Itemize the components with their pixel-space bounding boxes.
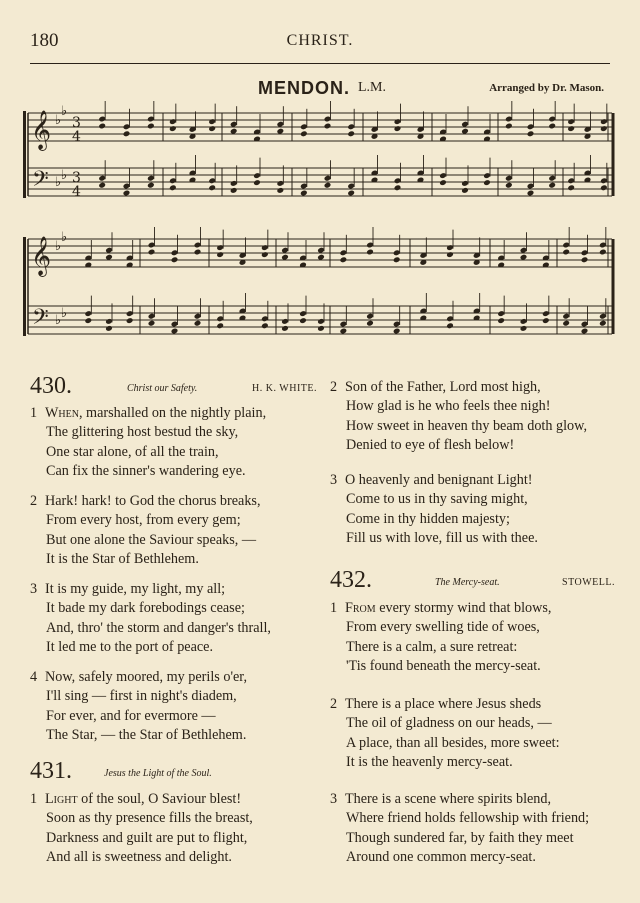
verse-line: The oil of gladness on our heads, —: [346, 715, 552, 732]
verse-430-3: [30, 580, 271, 658]
note-head: [253, 179, 261, 186]
note-head: [393, 256, 401, 263]
note-head: [461, 187, 469, 194]
verse-line: And, thro' the storm and danger's thrall,: [46, 619, 271, 636]
note-head: [147, 123, 155, 130]
flat-icon: ♭: [55, 175, 62, 190]
hymn-author: STOWELL.: [562, 577, 615, 588]
hymn-number: 432.: [330, 567, 372, 593]
flat-icon: ♭: [61, 168, 68, 183]
verse-431-3: [330, 471, 538, 549]
verse-line: Come to us in thy saving might,: [346, 491, 528, 508]
verse-line: of the soul, O Saviour blest!: [81, 791, 242, 807]
verse-line: For ever, and for evermore —: [46, 707, 216, 724]
hymn-heading-430: [30, 373, 317, 401]
verse-line: Soon as thy presence fills the breast,: [46, 810, 253, 827]
verse-line: From every swelling tide of woes,: [346, 619, 540, 636]
verse-first-word: When,: [45, 405, 83, 421]
note-head: [230, 128, 238, 135]
note-head: [216, 251, 224, 258]
time-signature-bottom: 4: [72, 129, 81, 145]
verse-line: Fill us with love, fill us with thee.: [346, 530, 538, 547]
note-head: [208, 125, 216, 132]
verse-line: Though sundered far, by faith they meet: [346, 829, 574, 846]
verse-432-2: [330, 695, 560, 773]
verse-first-word: Light: [45, 791, 78, 807]
note-head: [446, 251, 454, 258]
hymn-author: H. K. WHITE.: [252, 383, 317, 394]
note-head: [548, 182, 556, 189]
note-head: [300, 190, 308, 197]
treble-clef-icon: 𝄞: [31, 110, 52, 150]
note-head: [567, 125, 575, 132]
note-head: [148, 320, 156, 327]
treble-clef-icon: 𝄞: [31, 236, 52, 276]
time-signature-top: 3: [72, 170, 81, 186]
verse-number: 2: [30, 493, 38, 509]
note-head: [171, 256, 179, 263]
note-head: [105, 325, 113, 332]
note-head: [542, 317, 550, 324]
note-head: [340, 328, 348, 335]
note-head: [148, 249, 156, 256]
flat-icon: ♭: [61, 306, 68, 321]
note-head: [366, 320, 374, 327]
note-head: [171, 328, 179, 335]
note-head: [599, 249, 607, 256]
verse-line: every stormy wind that blows,: [379, 600, 552, 616]
note-head: [230, 187, 238, 194]
note-head: [261, 251, 269, 258]
tune-arranger: Arranged by Dr. Mason.: [489, 82, 604, 94]
note-head: [548, 123, 556, 130]
verse-line: marshalled on the nightly plain,: [86, 405, 267, 421]
note-head: [600, 184, 608, 191]
hymn-heading-431: [30, 758, 317, 786]
verse-line: Now, safely moored, my perils o'er,: [45, 669, 248, 685]
verse-432-1: [330, 599, 551, 677]
time-signature-bottom: 4: [72, 184, 81, 200]
verse-number: 3: [30, 581, 38, 597]
note-head: [105, 254, 113, 261]
note-head: [393, 328, 401, 335]
note-head: [324, 182, 332, 189]
note-head: [527, 190, 535, 197]
verse-line: 'Tis found beneath the mercy-seat.: [346, 658, 541, 675]
note-head: [483, 179, 491, 186]
note-head: [340, 256, 348, 263]
verse-number: 1: [330, 600, 338, 616]
verse-line: Can fix the sinner's wandering eye.: [46, 463, 246, 480]
note-head: [347, 130, 355, 137]
hymn-heading-432: [330, 567, 615, 595]
note-head: [439, 179, 447, 186]
note-head: [98, 123, 106, 130]
tune-name: MENDON.: [258, 78, 350, 98]
flat-icon: ♭: [55, 239, 62, 254]
verse-line: It is the heavenly mercy-seat.: [346, 754, 513, 771]
note-head: [277, 187, 285, 194]
note-head: [208, 184, 216, 191]
verse-432-3: [330, 790, 589, 868]
verse-line: From every host, from every gem;: [46, 512, 241, 529]
verse-line: Hark! hark! to God the chorus breaks,: [45, 493, 261, 509]
note-head: [366, 249, 374, 256]
time-signature-top: 3: [72, 115, 81, 131]
note-head: [261, 322, 269, 329]
note-head: [599, 320, 607, 327]
verse-number: 2: [330, 696, 338, 712]
verse-430-4: [30, 668, 247, 746]
verse-line: There is a calm, a sure retreat:: [346, 638, 518, 655]
verse-line: It led me to the port of peace.: [46, 639, 214, 656]
verse-line: The glittering host bestud the sky,: [46, 424, 239, 441]
verse-number: 3: [330, 791, 338, 807]
verse-line: It bade my dark forebodings cease;: [46, 600, 245, 617]
verse-number: 2: [330, 379, 338, 395]
page-number: 180: [30, 30, 59, 51]
note-head: [527, 130, 535, 137]
verse-line: It is my guide, my light, my all;: [45, 581, 226, 597]
note-head: [520, 254, 528, 261]
note-head: [281, 325, 289, 332]
note-head: [85, 317, 93, 324]
running-head: CHRIST.: [286, 32, 354, 49]
note-head: [216, 322, 224, 329]
note-head: [281, 254, 289, 261]
note-head: [581, 256, 589, 263]
hymn-title: Jesus the Light of the Soul.: [104, 768, 212, 779]
verse-line: Darkness and guilt are put to flight,: [46, 829, 248, 846]
note-head: [562, 249, 570, 256]
note-head: [194, 320, 202, 327]
verse-number: 1: [30, 791, 38, 807]
verse-line: Denied to eye of flesh below!: [346, 437, 515, 454]
note-head: [600, 125, 608, 132]
verse-line: How glad is he who feels thee nigh!: [346, 398, 551, 415]
note-head: [324, 123, 332, 130]
verse-line: And all is sweetness and delight.: [46, 849, 232, 866]
flat-icon: ♭: [55, 113, 62, 128]
note-head: [461, 128, 469, 135]
verse-number: 1: [30, 405, 38, 421]
note-head: [299, 317, 307, 324]
system-brace: [23, 237, 26, 336]
verse-line: Come in thy hidden majesty;: [346, 510, 510, 527]
verse-line: I'll sing — first in night's diadem,: [46, 688, 237, 705]
music-score: [0, 0, 640, 370]
note-head: [126, 317, 134, 324]
verse-431-1: [30, 790, 253, 868]
note-head: [567, 184, 575, 191]
verse-line: One star alone, of all the train,: [46, 443, 219, 460]
note-head: [394, 184, 402, 191]
verse-430-1: [30, 404, 266, 482]
verse-line: There is a place where Jesus sheds: [345, 696, 542, 712]
verse-line: How sweet in heaven thy beam doth glow,: [346, 417, 587, 434]
verse-line: It is the Star of Bethlehem.: [46, 551, 199, 568]
note-head: [562, 320, 570, 327]
verse-line: O heavenly and benignant Light!: [345, 472, 533, 488]
verse-line: But one alone the Saviour speaks, —: [46, 531, 257, 548]
note-head: [277, 128, 285, 135]
note-head: [194, 249, 202, 256]
verse-431-2: [330, 378, 587, 456]
verse-line: The Star, — the Star of Bethlehem.: [46, 727, 247, 744]
tune-meter: L.M.: [358, 80, 386, 95]
note-head: [497, 317, 505, 324]
note-head: [581, 328, 589, 335]
verse-first-word: From: [345, 600, 376, 616]
note-head: [147, 182, 155, 189]
hymn-title: The Mercy-seat.: [435, 577, 500, 588]
note-head: [317, 325, 325, 332]
note-head: [347, 190, 355, 197]
verse-line: There is a scene where spirits blend,: [345, 791, 552, 807]
note-head: [505, 123, 513, 130]
hymn-number: 430.: [30, 373, 72, 399]
flat-icon: ♭: [61, 230, 68, 245]
note-head: [98, 182, 106, 189]
note-head: [394, 125, 402, 132]
note-head: [505, 182, 513, 189]
verse-line: Where friend holds fellowship with friend;: [346, 810, 590, 827]
note-head: [300, 130, 308, 137]
hymn-number: 431.: [30, 758, 72, 784]
bass-clef-icon: 𝄢: [32, 167, 49, 197]
verse-line: Son of the Father, Lord most high,: [345, 379, 541, 395]
note-head: [169, 125, 177, 132]
verse-number: 3: [330, 472, 338, 488]
note-head: [123, 130, 131, 137]
note-head: [317, 254, 325, 261]
verse-line: A place, than all besides, more sweet:: [346, 734, 560, 751]
note-head: [169, 184, 177, 191]
note-head: [446, 322, 454, 329]
note-head: [520, 325, 528, 332]
hymn-title: Christ our Safety.: [127, 383, 198, 394]
verse-430-2: [30, 492, 261, 570]
system-brace: [23, 111, 26, 198]
bass-clef-icon: 𝄢: [32, 305, 49, 335]
verse-number: 4: [30, 669, 38, 685]
note-head: [123, 190, 131, 197]
flat-icon: ♭: [61, 104, 68, 119]
flat-icon: ♭: [55, 313, 62, 328]
verse-line: Around one common mercy-seat.: [346, 849, 536, 866]
